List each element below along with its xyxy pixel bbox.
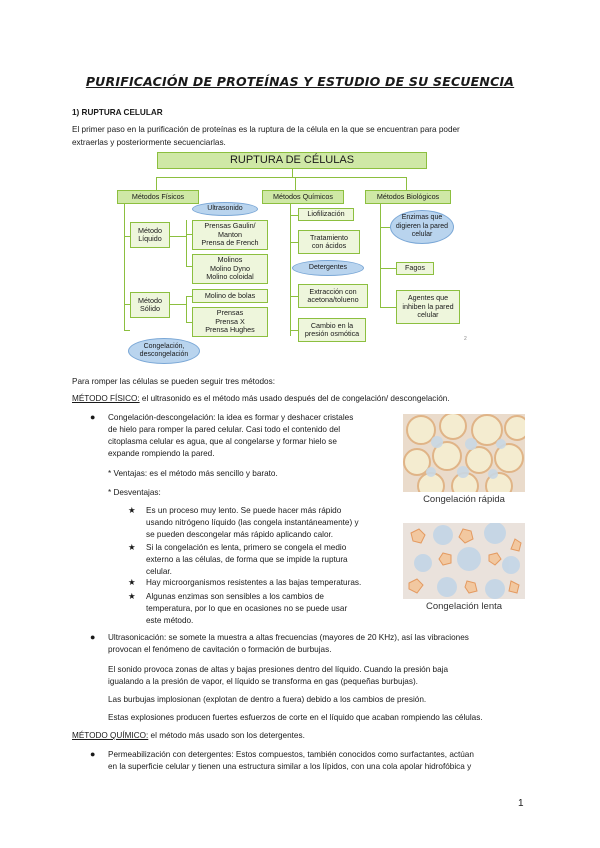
enzimas-2: digieren la pared [395,222,449,230]
section-heading: 1) RUPTURA CELULAR [72,108,163,117]
tratamiento-2: con ácidos [311,241,347,250]
ultra-line-2: provocan el fenómeno de cavitación o formación de burbujas. [108,645,332,654]
page-title: PURIFICACIÓN DE PROTEÍNAS Y ESTUDIO DE SU SECUENCIA [85,74,515,89]
gaulin-2: Manton [218,229,242,239]
box-metodos-biologicos: Métodos Biológicos [365,190,451,204]
molinos-3: Molino coloidal [206,272,254,282]
intro-line-1: El primer paso en la purificación de proteínas es la ruptura de la célula en la que se encuentran para poder [72,125,460,134]
star-bullet-3: ★ [128,577,136,587]
box-liofilizacion: Liofilización [298,208,354,221]
star4-line-1: Algunas enzimas son sensibles a los cambios de [146,592,324,601]
star1-line-1: Es un proceso muy lento. Se puede hacer más rápido [146,506,342,515]
box-molino-bolas: Molino de bolas [192,289,268,303]
box-prensas-gaulin [192,220,268,250]
star-bullet-4: ★ [128,591,136,601]
ultra-line-1: Ultrasonicación: se somete la muestra a altas frecuencias (mayores de 20 KHz), así las vibraciones [108,633,469,642]
gaulin-3: Prensa de French [201,238,259,248]
para-romper: Para romper las células se pueden seguir tres métodos: [72,377,275,386]
page-number: 1 [518,798,524,809]
congelacion-line-1: Congelación-descongelación: la idea es formar y deshacer cristales [108,413,354,422]
agentes-3: celular [417,310,439,320]
caption-congelacion-rapida: Congelación rápida [423,494,505,505]
prensas-3: Prensa Hughes [205,325,255,335]
enzimas-3: celular [411,231,433,239]
cambio-1: Cambio en la [310,320,354,330]
metodo-fisico-text: el ultrasonido es el método más usado después del de congelación/ descongelación. [139,394,450,403]
sonido-line-1: El sonido provoca zonas de altas y bajas presiones dentro del líquido. Cuando la presión baja [108,665,449,674]
star4-line-2: temperatura, por lo que en ocasiones no se puede usar [146,604,348,613]
caption-congelacion-lenta: Congelación lenta [425,601,503,612]
burbujas-line: Las burbujas implosionan (explotan de dentro a fuera) debido a los cambios de presión. [108,695,427,704]
star-bullet-2: ★ [128,542,136,552]
metodo-fisico-label: MÉTODO FÍSICO: [72,394,140,403]
star2-line-2: externo a las células, de forma que se impide la ruptura [146,555,348,564]
prensas-1: Prensas [216,308,244,318]
permeab-line-2: en la superficie celular y tienen una estructura similar a los lípidos, con una cola apolar hidrofóbica y [108,762,472,771]
star2-line-3: celular. [146,567,172,576]
label-solido-1: Método [138,295,162,305]
ellipse-detergentes: Detergentes [292,260,364,276]
gaulin-1: Prensas Gaulin/ [204,221,256,231]
diagram-page-mark: 2 [464,336,467,342]
image-congelacion-rapida [403,414,525,492]
box-extraccion [298,284,368,308]
star2-line-1: Si la congelación es lenta, primero se congela el medio [146,543,347,552]
box-prensas [192,307,268,337]
ellipse-ultrasonido: Ultrasonido [192,202,258,216]
label-solido-2: Sólido [140,304,160,313]
bullet-dot: ● [90,412,96,422]
explosiones-line: Estas explosiones producen fuertes esfuerzos de corte en el líquido que acaban rompiendo las células. [108,713,483,722]
box-tratamiento [298,230,360,254]
star3-line-1: Hay microorganismos resistentes a las bajas temperaturas. [146,578,362,587]
molinos-1: Molinos [217,255,243,265]
agentes-2: inhiben la pared [402,301,454,311]
box-fagos: Fagos [396,262,434,275]
intro-line-2: extraerlas y posteriormente secuenciarlas. [72,138,226,147]
bullet-dot: ● [90,632,96,642]
star-bullet-1: ★ [128,505,136,515]
ellipse-congelacion [128,338,200,364]
extraccion-2: acetona/tolueno [307,295,359,304]
metodo-fisico-line [72,393,450,405]
congelacion-line-4: expande rompiendo la pared. [108,449,215,458]
permeab-line-1: Permeabilización con detergentes: Estos compuestos, también conocidos como surfactantes, actúan [108,750,474,759]
metodo-quimico-line [72,730,305,742]
ventajas: * Ventajas: es el método más sencillo y barato. [108,469,278,478]
star4-line-3: este método. [146,616,194,625]
metodo-quimico-text: el método más usado son los detergentes. [148,731,305,740]
enzimas-1: Enzimas que [401,214,443,222]
image-congelacion-lenta [403,523,525,599]
bullet-dot: ● [90,749,96,759]
box-metodos-fisicos: Métodos Físicos [117,190,199,204]
prensas-2: Prensa X [215,316,245,326]
box-cambio-osmotico [298,318,366,342]
congelacion-1: Congelación, [143,342,185,350]
box-metodos-quimicos: Métodos Químicos [262,190,344,204]
metodo-quimico-label: MÉTODO QUÍMICO: [72,731,149,740]
box-metodo-solido [130,292,170,318]
ellipse-enzimas [390,210,454,244]
sonido-line-2: igualando a la presión de vapor, el líquido se transforma en gas (pequeñas burbujas). [108,677,418,686]
diagram-main-box: RUPTURA DE CÉLULAS [157,152,427,169]
desventajas: * Desventajas: [108,488,161,497]
label-liquido-1: Método [138,225,162,235]
congelacion-2: descongelación [139,351,189,358]
star1-line-2: usando nitrógeno líquido (las congela instantáneamente) y [146,518,359,527]
box-metodo-liquido [130,222,170,248]
tratamiento-1: Tratamiento [309,232,349,242]
molinos-2: Molino Dyno [210,263,250,273]
congelacion-line-2: de hielo para romper la pared celular. Casi todo el contenido del [108,425,341,434]
box-molinos [192,254,268,284]
star1-line-3: se pueden descongelar más rápido aplicando calor. [146,530,334,539]
cambio-2: presión osmótica [304,329,360,338]
congelacion-line-3: citoplasma celular es agua, que al congelarse y formar hielo se [108,437,337,446]
box-agentes [396,290,460,324]
agentes-1: Agentes que [407,293,449,303]
extraccion-1: Extracción con [309,286,357,296]
label-liquido-2: Líquido [138,234,162,243]
cell-rupture-diagram [112,150,472,358]
